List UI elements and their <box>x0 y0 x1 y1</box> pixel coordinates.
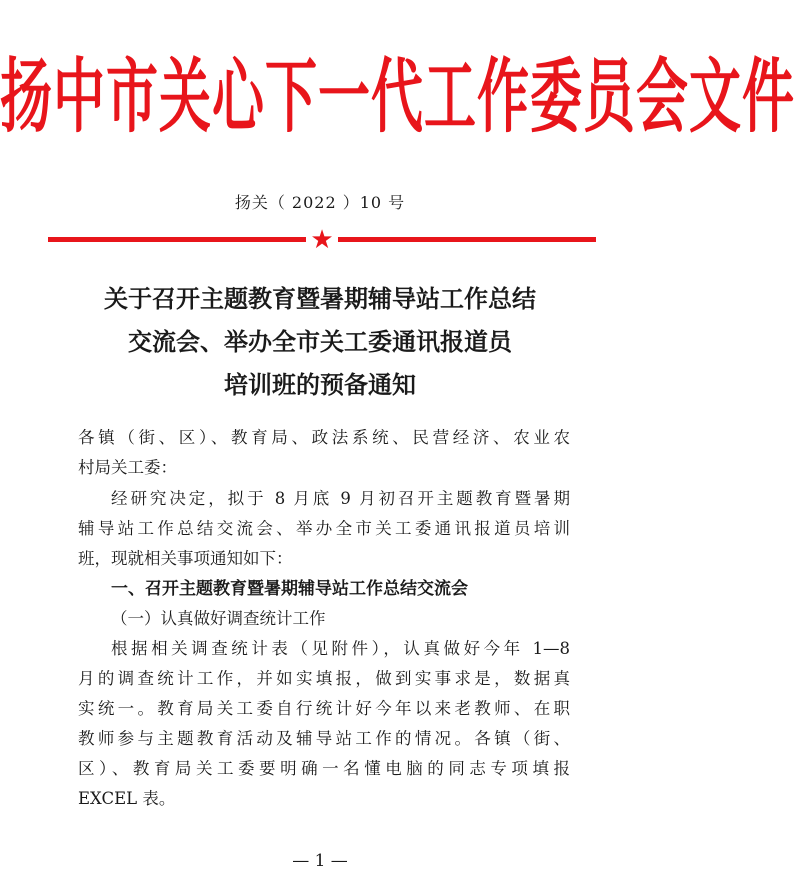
document-number: 扬关（ 2022 ）10 号 <box>234 193 406 212</box>
notice-title-line-2: 交流会、举办全市关工委通讯报道员 <box>128 328 512 356</box>
paragraph-2-line-5: 区）、教育局关工委要明确一名懂电脑的同志专项填报 <box>78 759 570 778</box>
paragraph-2-line-2: 月的调查统计工作，并如实填报，做到实事求是，数据真 <box>78 669 570 688</box>
paragraph-2-line-1: 根据相关调查统计表（见附件），认真做好今年 1—8 <box>111 639 570 658</box>
section-1-heading: 一、召开主题教育暨暑期辅导站工作总结交流会 <box>111 579 468 599</box>
page-number: — 1 — <box>292 851 348 871</box>
paragraph-2-line-6: EXCEL 表。 <box>78 789 176 808</box>
paragraph-2-line-4: 教师参与主题教育活动及辅导站工作的情况。各镇（街、 <box>78 729 570 748</box>
paragraph-2-line-3: 实统一。教育局关工委自行统计好今年以来老教师、在职 <box>78 699 570 718</box>
paragraph-1-line-2: 辅导站工作总结交流会、举办全市关工委通讯报道员培训 <box>78 519 570 538</box>
masthead-title: 扬中市关心下一代工作委员会文件 <box>0 51 795 145</box>
addressee-line-1: 各镇（街、区）、教育局、政法系统、民营经济、农业农 <box>78 428 570 447</box>
paragraph-1-line-1: 经研究决定，拟于 8 月底 9 月初召开主题教育暨暑期 <box>111 489 570 508</box>
addressee-line-2: 村局关工委： <box>78 458 177 477</box>
red-divider-left <box>48 237 306 242</box>
red-divider-right <box>338 237 596 242</box>
red-star-icon: ★ <box>310 225 334 255</box>
subsection-1-heading: （一）认真做好调查统计工作 <box>111 609 326 628</box>
notice-title-line-1: 关于召开主题教育暨暑期辅导站工作总结 <box>104 285 536 313</box>
paragraph-1-line-3: 班，现就相关事项通知如下： <box>78 549 293 568</box>
notice-title-line-3: 培训班的预备通知 <box>224 371 416 399</box>
